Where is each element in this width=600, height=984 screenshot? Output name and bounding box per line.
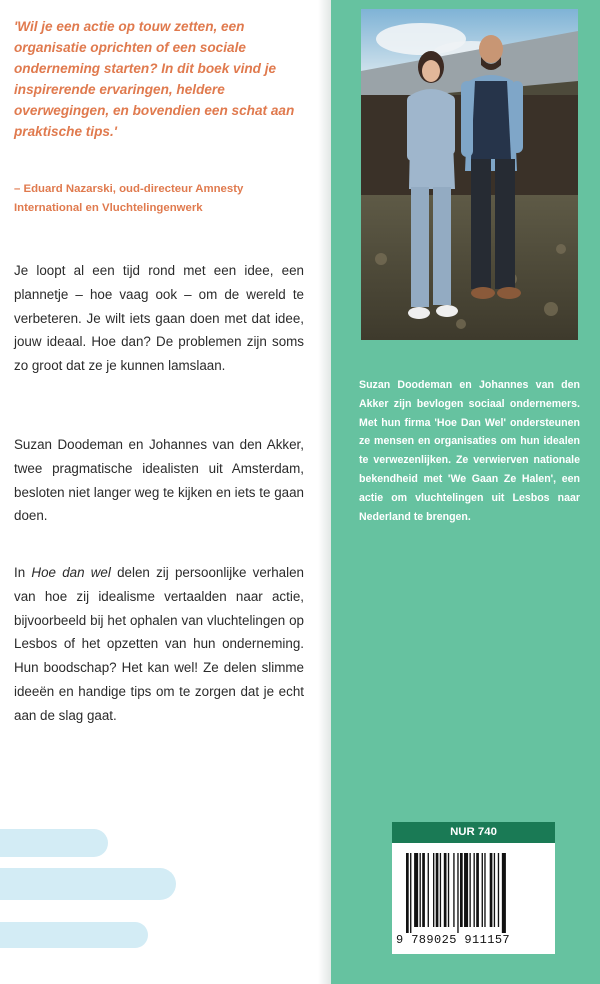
decorative-swoosh-2 — [0, 868, 176, 900]
blurb-paragraph-2: Suzan Doodeman en Johannes van den Akker, twee pragmatische idealisten uit Amsterdam, besloten niet langer weg te kijken en iets te gaan doen. — [14, 437, 304, 524]
isbn-number: 9 789025 911157 — [396, 933, 511, 947]
page-fold-shadow — [318, 0, 332, 984]
author-photo-illustration — [361, 9, 578, 340]
barcode-bars — [406, 853, 546, 933]
decorative-swoosh-3 — [0, 922, 148, 948]
blurb-paragraph-1: Je loopt al een tijd rond met een idee, een plannetje – hoe vaag ook – om de wereld te verbeteren. Je wilt iets gaan doen met dat idee, jouw ideaal. Hoe dan? De problemen zijn soms zo groot dat ze je kunnen lamslaan. — [14, 263, 304, 374]
decorative-swoosh-1 — [0, 829, 108, 857]
author-photo — [361, 9, 578, 340]
isbn-barcode — [392, 843, 555, 954]
book-title-inline: Hoe dan wel — [31, 565, 111, 580]
blurb-paragraph-3-rest: delen zij persoonlijke verhalen van hoe zij idealisme vertaalden naar actie, bijvoorbeeld bij het ophalen van vluchtelingen op Lesbos of het opzetten van hun onderneming. Hun boodschap? Het kan wel! Ze delen slimme ideeën en handige tips om te zorgen dat je echt aan de slag gaat. — [14, 565, 304, 723]
endorsement-quote: 'Wil je een actie op touw zetten, een organisatie oprichten of een sociale onderneming starten? In dit boek vind je inspirerende ervaringen, heldere overwegingen, en bovendien een schat aan praktische tips.' — [14, 19, 295, 139]
author-bio: Suzan Doodeman en Johannes van den Akker zijn bevlogen sociaal ondernemers. Met hun firma 'Hoe Dan Wel' ondersteunen ze mensen en organisaties om hun idealen te verwezenlijken. Ze verwierven nationale bekendheid met 'We Gaan Ze Halen', een actie om vluchtelingen uit Lesbos naar Nederland te brengen. — [359, 379, 580, 523]
endorsement-attribution: – Eduard Nazarski, oud-directeur Amnesty International en Vluchtelingenwerk — [14, 183, 244, 214]
blurb-paragraph-3-prefix: In — [14, 565, 32, 580]
blurb-paragraph-3 — [14, 561, 304, 728]
nur-code-label: NUR 740 — [392, 822, 555, 843]
